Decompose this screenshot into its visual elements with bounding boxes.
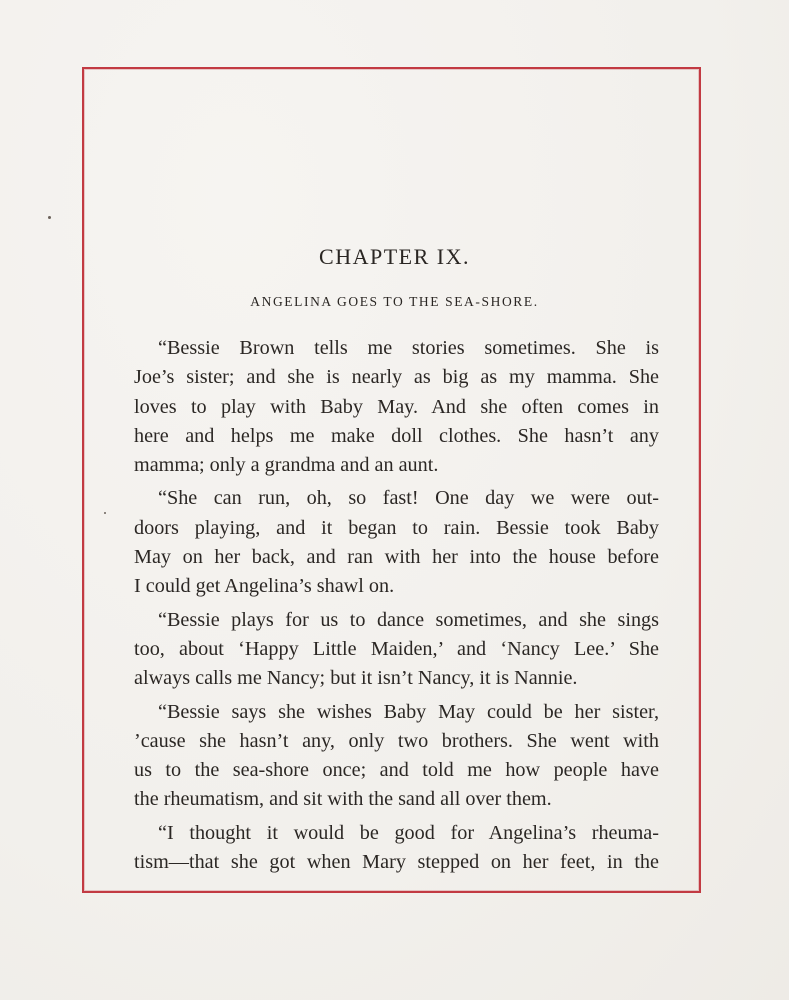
- text-line: always calls me Nancy; but it isn’t Nancy, it is Nannie.: [134, 667, 578, 690]
- chapter-subtitle: ANGELINA GOES TO THE SEA-SHORE.: [250, 294, 539, 309]
- text-line: us to the sea-shore once; and told me how people have: [134, 759, 659, 782]
- text-line: doors playing, and it began to rain. Bessie took Baby: [134, 516, 659, 539]
- text-line: mamma; only a grandma and an aunt.: [134, 454, 439, 477]
- text-line: here and helps me make doll clothes. She hasn’t any: [134, 424, 659, 447]
- text-line: the rheumatism, and sit with the sand all over them.: [134, 788, 552, 811]
- text-line: “Bessie Brown tells me stories sometimes. She is: [158, 337, 659, 359]
- text-line: too, about ‘Happy Little Maiden,’ and ‘Nancy Lee.’ She: [134, 637, 659, 660]
- paper-speck: [48, 216, 51, 219]
- body-text: [134, 334, 659, 877]
- chapter-title: CHAPTER IX.: [319, 244, 470, 269]
- text-line: “Bessie plays for us to dance sometimes, and she sings: [158, 608, 659, 631]
- text-line: tism—that she got when Mary stepped on her feet, in the: [134, 851, 659, 874]
- text-line: I could get Angelina’s shawl on.: [134, 575, 395, 598]
- text-line: “She can run, oh, so fast! One day we were out-: [158, 487, 659, 510]
- text-line: ’cause she hasn’t any, only two brothers. She went with: [134, 729, 659, 752]
- text-line: “Bessie says she wishes Baby May could be her sister,: [158, 700, 659, 723]
- text-line: loves to play with Baby May. And she often comes in: [134, 395, 659, 418]
- text-line: Joe’s sister; and she is nearly as big as my mamma. She: [134, 366, 659, 389]
- text-line: “I thought it would be good for Angelina’s rheuma-: [158, 821, 659, 844]
- text-line: May on her back, and ran with her into the house before: [134, 546, 659, 569]
